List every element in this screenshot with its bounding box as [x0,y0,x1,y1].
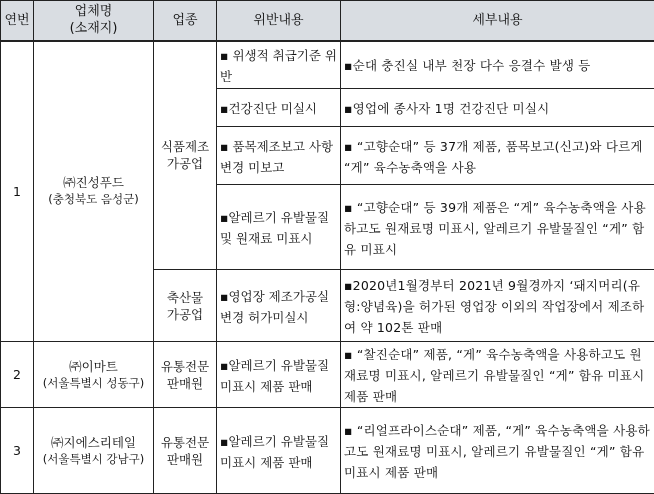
header-violation: 위반내용 [217,1,341,41]
business-type-cell: 식품제조 가공업 [154,41,217,270]
header-type: 업종 [154,1,217,41]
header-company-name: 업체명 [74,4,113,20]
violation-cell: ▪ 위생적 취급기준 위반 [217,41,341,89]
row-number-cell: 1 [1,41,34,342]
company-name: ㈜이마트 [69,358,118,374]
header-row [1,1,654,41]
violation-cell: ▪알레르기 유발물질 미표시 제품 판매 [217,408,341,494]
business-type-cell: 축산물 가공업 [154,270,217,342]
detail-cell: ▪ “고향순대” 등 39개 제품은 “게” 육수농축액을 사용하고도 원재료명 미표시, 알레르기 유발물질인 “게” 함유 미표시 [341,185,654,270]
detail-cell: ▪ “고향순대” 등 37개 제품, 품목보고(신고)와 다르게 “게” 육수농축액을 사용 [341,127,654,185]
detail-cell: ▪순대 충진실 내부 천장 다수 응결수 발생 등 [341,41,654,89]
business-type-cell: 유통전문 판매원 [154,342,217,408]
table-row [1,41,654,89]
detail-cell: ▪ “찰진순대” 제품, “게” 육수농축액을 사용하고도 원재료명 미표시, 알레르기 유발물질인 “게” 함유 미표시 제품 판매 [341,342,654,408]
detail-cell: ▪ “리얼프라이스순대” 제품, “게” 육수농축액을 사용하고도 원재료명 미표시, 알레르기 유발물질인 “게” 함유 미표시 제품 판매 [341,408,654,494]
violation-cell: ▪알레르기 유발물질 미표시 제품 판매 [217,342,341,408]
violation-cell: ▪알레르기 유발물질 및 원재료 미표시 [217,185,341,270]
violation-cell: ▪영업장 제조가공실 변경 허가미실시 [217,270,341,342]
header-no: 연번 [1,1,34,41]
company-location: (서울특별시 성동구) [42,375,145,390]
header-detail: 세부내용 [341,1,654,41]
business-type-cell: 유통전문 판매원 [154,408,217,494]
violation-cell: ▪건강진단 미실시 [217,89,341,127]
row-number-cell: 2 [1,342,34,408]
violation-cell: ▪ 품목제조보고 사항변경 미보고 [217,127,341,185]
company-location: (충청북도 음성군) [48,192,139,207]
table-row [1,408,654,494]
company-cell [34,408,154,494]
company-location: (서울특별시 강남구) [42,451,145,466]
table-row [1,342,654,408]
header-company-location: (소재지) [69,21,118,37]
detail-cell: ▪영업에 종사자 1명 건강진단 미실시 [341,89,654,127]
company-cell [34,342,154,408]
company-name: ㈜진성푸드 [63,175,124,191]
company-cell [34,41,154,342]
row-number-cell: 3 [1,408,34,494]
detail-cell: ▪2020년1월경부터 2021년 9월경까지 ‘돼지머리(유형:양념육)을 허가된 영업장 이외의 작업장에서 제조하여 약 102톤 판매 [341,270,654,342]
company-name: ㈜지에스리테일 [51,434,136,450]
header-company [34,1,154,41]
